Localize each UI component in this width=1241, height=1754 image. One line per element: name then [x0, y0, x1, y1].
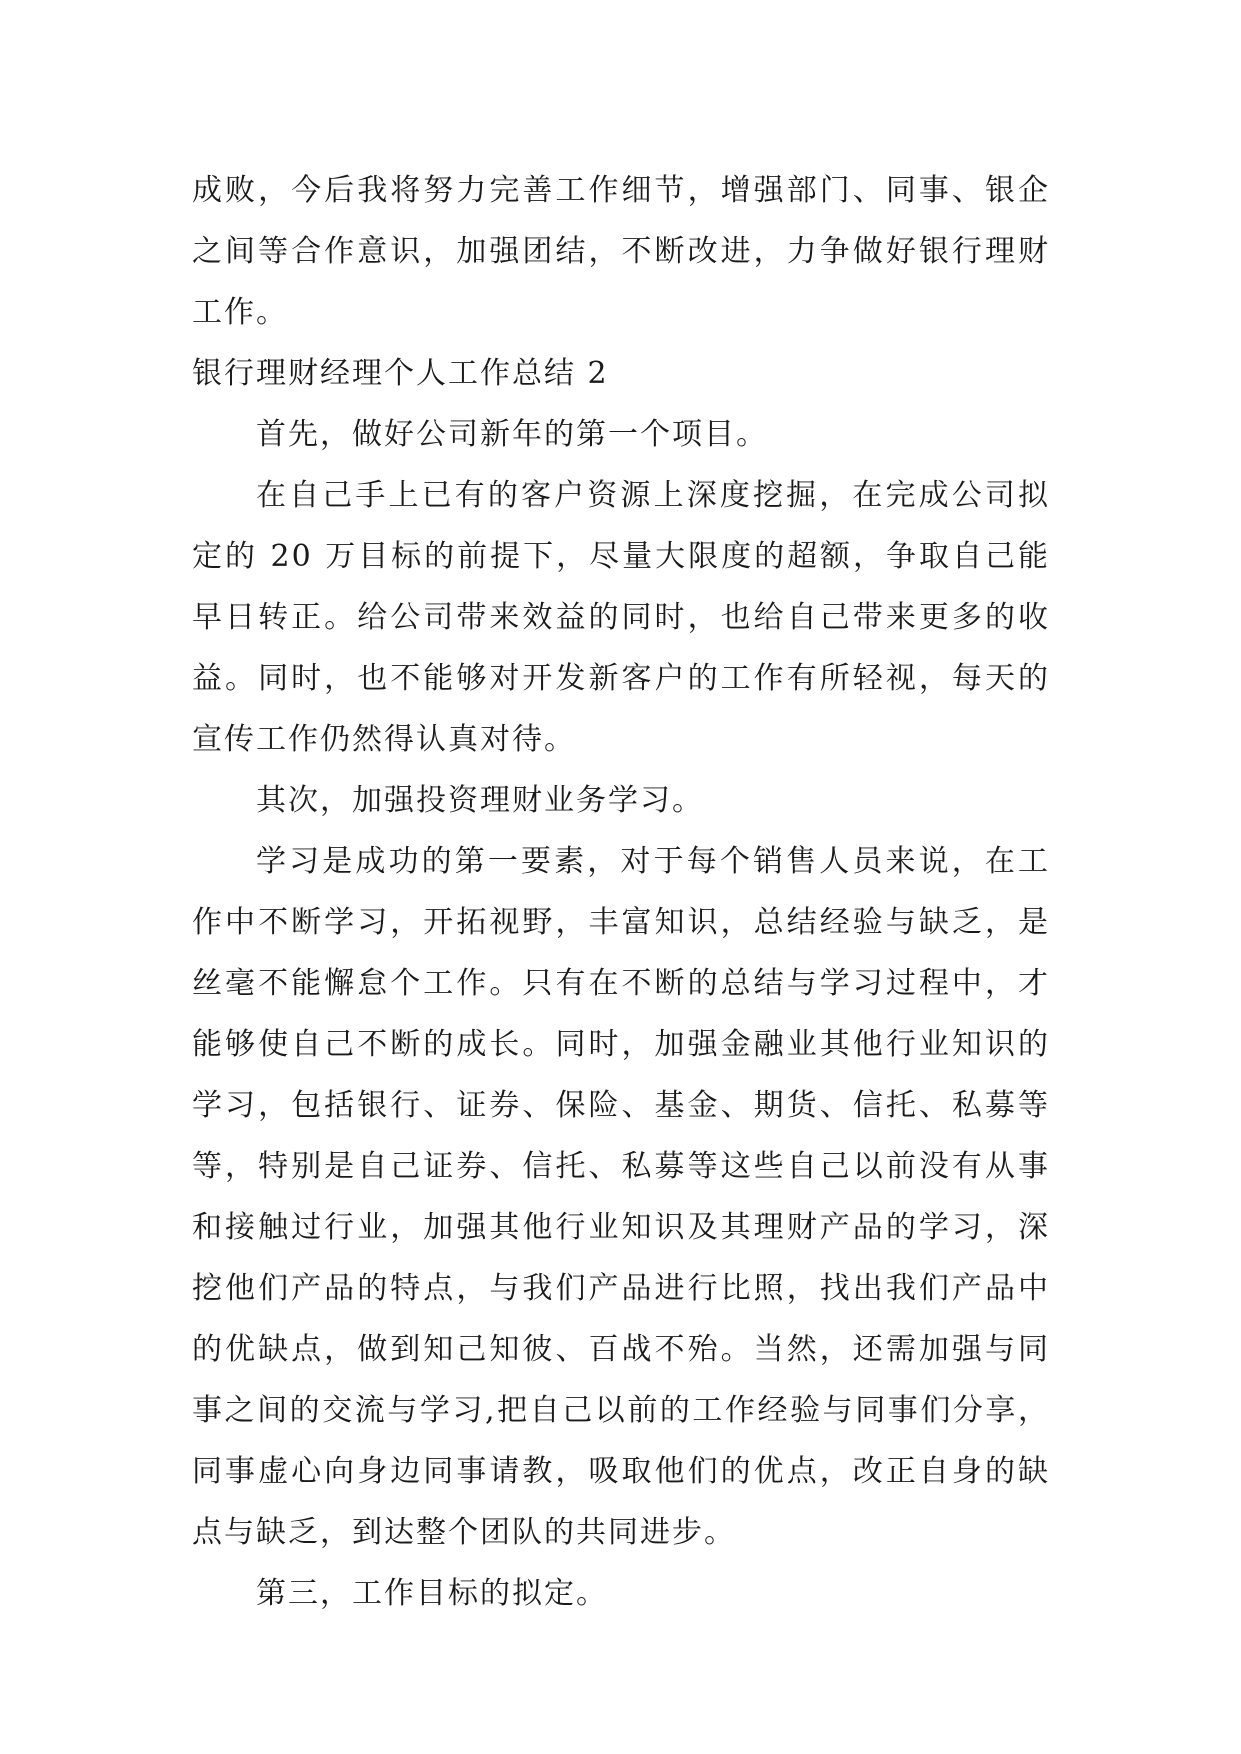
paragraph-continuation: 成败，今后我将努力完善工作细节，增强部门、同事、银企之间等合作意识，加强团结，不断改进，力争做好银行理财工作。	[192, 173, 1050, 330]
section-heading: 银行理财经理个人工作总结 2	[192, 356, 609, 391]
paragraph-learning: 学习是成功的第一要素，对于每个销售人员来说，在工作中不断学习，开拓视野，丰富知识，总结经验与缺乏，是丝毫不能懈怠个工作。只有在不断的总结与学习过程中，才能够使自己不断的成长。同时，加强金融业其他行业知识的学习，包括银行、证券、保险、基金、期货、信托、私募等等，特别是自己证券、信托、私募等这些自己以前没有从事和接触过行业，加强其他行业知识及其理财产品的学习，深挖他们产品的特点，与我们产品进行比照，找出我们产品中的优缺点，做到知己知彼、百战不殆。当然，还需加强与同事之间的交流与学习,把自己以前的工作经验与同事们分享，同事虚心向身边同事请教，吸取他们的优点，改正自身的缺点与缺乏，到达整个团队的共同进步。	[192, 844, 1050, 1550]
paragraph-second-point: 其次，加强投资理财业务学习。	[256, 783, 704, 818]
paragraph-third-point: 第三，工作目标的拟定。	[256, 1576, 608, 1611]
paragraph-client-resources: 在自己手上已有的客户资源上深度挖掘，在完成公司拟定的 20 万目标的前提下，尽量大限度的超额，争取自己能早日转正。给公司带来效益的同时，也给自己带来更多的收益。同时，也不能够对开发新客户的工作有所轻视，每天的宣传工作仍然得认真对待。	[192, 478, 1050, 757]
paragraph-first-point: 首先，做好公司新年的第一个项目。	[256, 417, 768, 452]
document-body	[192, 160, 1050, 1624]
